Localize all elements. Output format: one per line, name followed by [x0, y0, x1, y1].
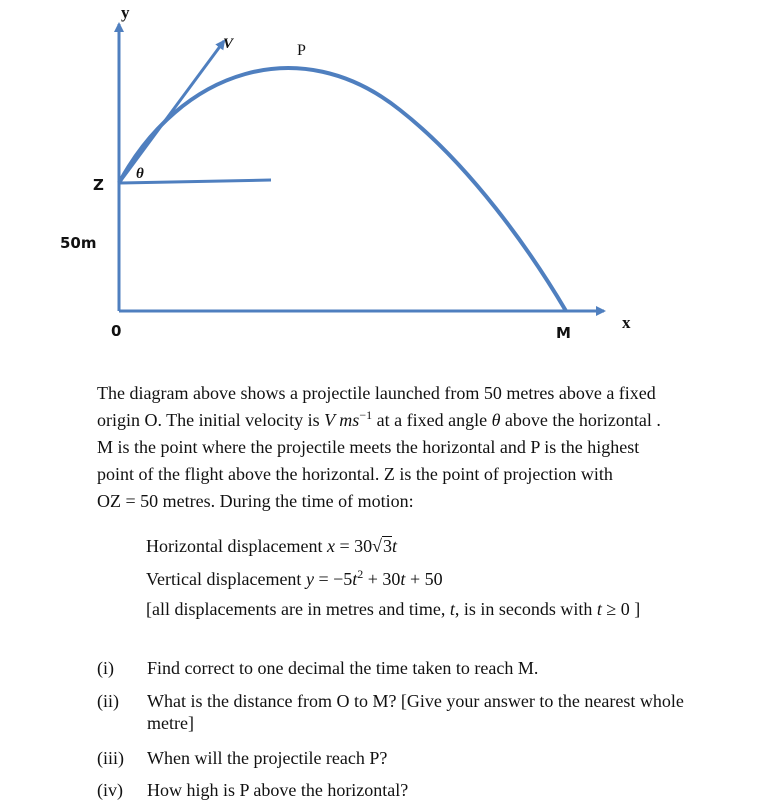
- velocity-label: V: [223, 36, 234, 52]
- question-number: (i): [97, 658, 114, 678]
- paragraph-line-2: origin O. The initial velocity is V $ms^{-1}$ at a fixed angle θ above the horizontal .: [97, 408, 661, 430]
- paragraph-line-5: OZ = 50 metres. During the time of motion:: [97, 491, 414, 511]
- question-text: How high is P above the horizontal?: [147, 780, 409, 800]
- question-ii: [97, 690, 707, 734]
- question-number: (ii): [97, 691, 119, 711]
- trajectory-curve: [119, 68, 566, 311]
- velocity-vector: [119, 41, 224, 183]
- paragraph-line-4: point of the flight above the horizontal. Z is the point of projection with: [97, 464, 613, 484]
- question-number: (iii): [97, 748, 124, 768]
- x-axis-label: x: [622, 313, 631, 332]
- y-axis-label: y: [121, 3, 130, 22]
- question-number: (iv): [97, 780, 123, 800]
- problem-description: [97, 380, 757, 515]
- question-text: Find correct to one decimal the time taken to reach M.: [147, 658, 539, 678]
- paragraph-line-1: The diagram above shows a projectile launched from 50 metres above a fixed: [97, 383, 656, 403]
- landing-point-label: M: [556, 324, 571, 342]
- question-iv: [97, 779, 707, 801]
- angle-label: θ: [136, 166, 144, 182]
- height-label: 50m: [60, 234, 97, 252]
- origin-label: 0: [111, 322, 122, 340]
- question-text: What is the distance from O to M? [Give your answer to the nearest whole metre]: [147, 691, 684, 733]
- units-note: [all displacements are in metres and time, t, is in seconds with t ≥ 0 ]: [146, 599, 641, 619]
- horizontal-displacement-equation: Horizontal displacement x = 30√3t: [146, 536, 398, 556]
- vertical-displacement-equation: Vertical displacement $y = -5t^2 + 30t + 50$: [146, 567, 443, 589]
- highest-point-label: P: [297, 42, 306, 59]
- question-i: [97, 657, 707, 679]
- paragraph-line-3: M is the point where the projectile meets the horizontal and P is the highest: [97, 437, 640, 457]
- question-iii: [97, 747, 707, 769]
- projectile-diagram: [0, 0, 775, 375]
- projection-point-label: Z: [93, 176, 104, 194]
- question-text: When will the projectile reach P?: [147, 748, 388, 768]
